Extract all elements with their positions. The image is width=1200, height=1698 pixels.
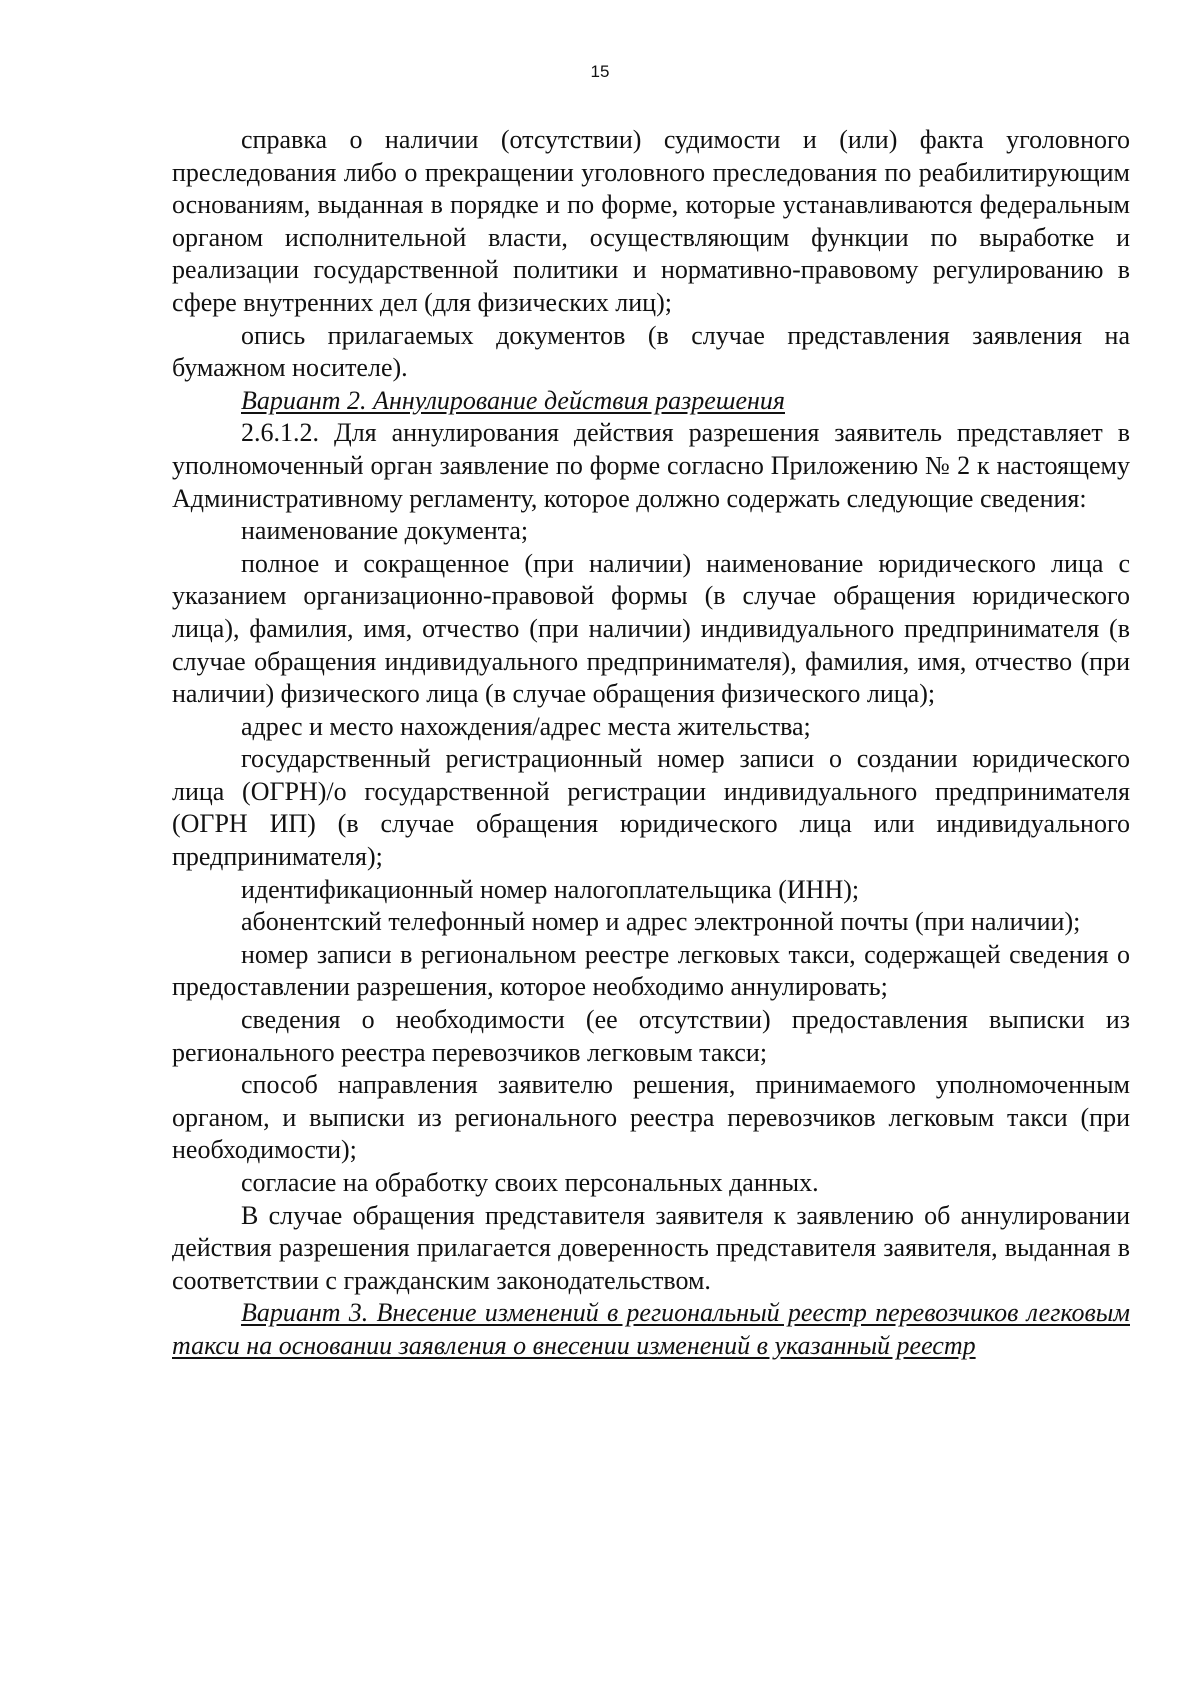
- paragraph-address: адрес и место нахождения/адрес места жительства;: [241, 711, 811, 741]
- paragraph-ogrn: государственный регистрационный номер записи о создании юридического лица (ОГРН)/о государственной регистрации индивидуального предпринимателя (ОГРН ИП) (в случае обращения юридического лица или индивидуального предпринимателя);: [172, 744, 1130, 872]
- paragraph-documents-inventory: опись прилагаемых документов (в случае представления заявления на бумажном носителе).: [172, 320, 1130, 383]
- paragraph-extract-need: сведения о необходимости (ее отсутствии) предоставления выписки из регионального реестра перевозчиков легковым такси;: [172, 1005, 1130, 1067]
- paragraph-delivery-method: способ направления заявителю решения, принимаемого уполномоченным органом, и выписки из регионального реестра перевозчиков легковым такси (при необходимости);: [172, 1070, 1130, 1165]
- paragraph-personal-data-consent: согласие на обработку своих персональных данных.: [241, 1168, 819, 1197]
- document-body: [172, 124, 1130, 1363]
- paragraph-criminal-record-certificate: справка о наличии (отсутствии) судимости и (или) факта уголовного преследования либо о прекращении уголовного преследования по реабилитирующим основаниям, выданная в порядке и по форме, которые устанавливаются федеральным органом исполнительной власти, осуществляющим функции по выработке и реализации государственной политики и нормативно-правовому регулированию в сфере внутренних дел (для физических лиц);: [172, 125, 1130, 317]
- paragraph-registry-record-number: номер записи в региональном реестре легковых такси, содержащей сведения о предоставлении разрешения, которое необходимо аннулировать;: [172, 939, 1130, 1002]
- paragraph-document-name: наименование документа;: [241, 516, 529, 546]
- paragraph-applicant-name: полное и сокращенное (при наличии) наименование юридического лица с указанием организационно-правовой формы (в случае обращения юридического лица), фамилия, имя, отчество (при наличии) индивидуального предпринимателя (в случае обращения индивидуального предпринимателя), фамилия, имя, отчество (при наличии) физического лица (в случае обращения физического лица);: [172, 548, 1130, 709]
- section-heading-variant-3: Вариант 3. Внесение изменений в региональный реестр перевозчиков легковым такси на основании заявления о внесении изменений в указанный реестр: [172, 1298, 1130, 1360]
- paragraph-2-6-1-2: 2.6.1.2. Для аннулирования действия разрешения заявитель представляет в уполномоченный орган заявление по форме согласно Приложению № 2 к настоящему Административному регламенту, которое должно содержать следующие сведения:: [172, 418, 1130, 513]
- paragraph-phone-email: абонентский телефонный номер и адрес электронной почты (при наличии);: [241, 907, 1081, 937]
- paragraph-representative: В случае обращения представителя заявителя к заявлению об аннулировании действия разрешения прилагается доверенность представителя заявителя, выданная в соответствии с гражданским законодательством.: [172, 1200, 1130, 1295]
- page-number: 15: [590, 62, 610, 81]
- paragraph-inn: идентификационный номер налогоплательщика (ИНН);: [241, 874, 860, 904]
- section-heading-variant-2: Вариант 2. Аннулирование действия разрешения: [241, 385, 785, 415]
